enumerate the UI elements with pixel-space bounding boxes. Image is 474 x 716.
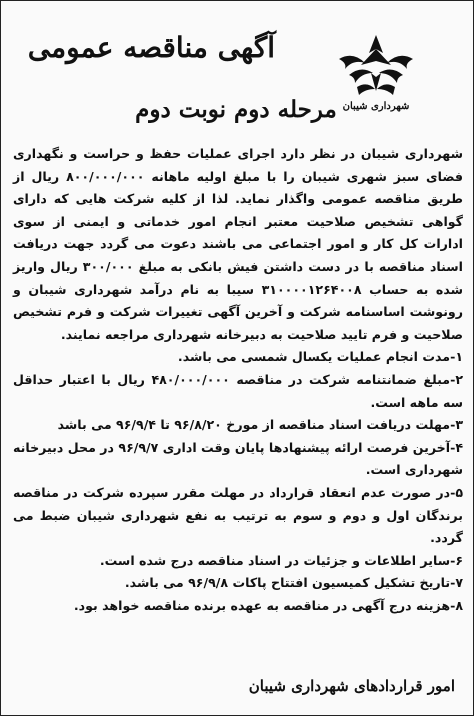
condition-item: ۵-در صورت عدم انعقاد قرارداد در مهلت مقرر سپرده شرکت در مناقصه برندگان اول و دوم و سوم به ترتیب به نفع شهرداری شیبان ضبط می گردد. xyxy=(13,484,463,546)
logo-caption: شهرداری شیبان xyxy=(342,101,410,112)
notice-title: آگهی مناقصه عمومی xyxy=(27,31,275,64)
notice-subtitle: مرحله دوم نوبت دوم xyxy=(135,96,337,123)
condition-item: ۴-آخرین فرصت ارائه پیشنهادها پایان وقت اداری ۹۶/۹/۷ در محل دبیرخانه شهرداری است. xyxy=(13,439,463,478)
intro-paragraph: شهرداری شیبان در نظر دارد اجرای عملیات حفظ و حراست و نگهداری فضای سبز شهری شیبان را با مبلغ اولیه ماهانه ۸۰۰/۰۰۰/۰۰۰ ریال از طریق مناقصه عمومی واگذار نماید. لذا از کلیه شرکت هایی که دارای گواهی تشخیص صلاحیت معتبر انجام امور خدماتی و ایمنی از سوی ادارات کل کار و امور اجتماعی می باشند دعوت می گردد جهت دریافت اسناد مناقصه با در دست داشتن فیش بانکی به مبلغ ۳۰۰/۰۰۰ ریال واریز شده به حساب ۳۱۰۰۰۰۱۲۶۴۰۰۸ سیبا به نام درآمد شهرداری شیبان و رونوشت اساسنامه شرکت و آخرین آگهی تغییرات شرکت و فرم تشخیص صلاحیت و فرم تایید صلاحیت به دبیرخانه شهرداری مراجعه نمایند. xyxy=(13,146,463,342)
condition-item: ۱-مدت انجام عملیات یکسال شمسی می باشد. xyxy=(177,349,463,365)
condition-item: ۳-مهلت دریافت اسناد مناقصه از مورخ ۹۶/۸/۲۰ تا ۹۶/۹/۴ می باشد xyxy=(57,417,463,433)
condition-item: ۸-هزینه درج آگهی در مناقصه به عهده برنده مناقصه خواهد بود. xyxy=(73,597,463,613)
condition-item: ۶-سایر اطلاعات و جزئیات در اسناد مناقصه درج شده است. xyxy=(99,552,463,568)
notice-body xyxy=(13,143,463,663)
condition-item: ۲-مبلغ ضمانتنامه شرکت در مناقصه ۴۸۰/۰۰۰/۰۰۰ ریال با اعتبار حداقل سه ماهه است. xyxy=(13,371,463,410)
municipality-emblem-icon xyxy=(331,29,421,99)
notice-header xyxy=(1,1,474,141)
signature-line: امور قراردادهای شهرداری شیبان xyxy=(248,677,455,695)
conditions-list xyxy=(13,346,463,617)
condition-item: ۷-تاریخ تشکیل کمیسیون افتتاح پاکات ۹۶/۹/۸ می باشد. xyxy=(124,575,463,591)
